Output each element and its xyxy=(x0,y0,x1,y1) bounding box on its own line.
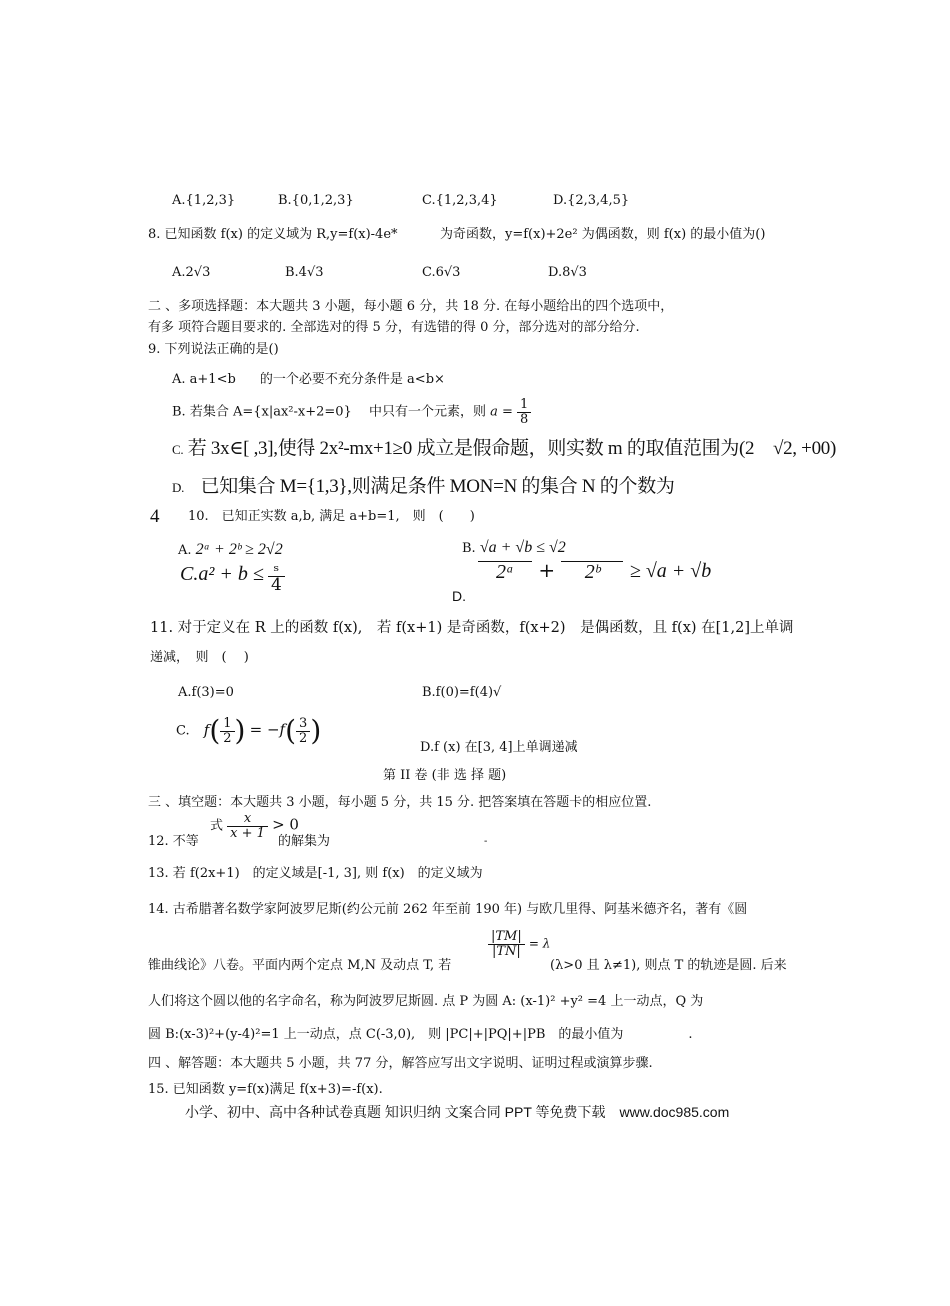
q9-option-a-prefix: A. a+1<b xyxy=(172,372,236,387)
q7-option-a: A.{1,2,3} xyxy=(172,193,236,208)
q9-option-c xyxy=(172,438,836,461)
q9-option-b-text: B. 若集合 A={x|ax²-x+2=0} 中只有一个元素，则 xyxy=(172,404,486,420)
q14-line2b: (λ>0 且 λ≠1), 则点 T 的轨迹是圆. 后来 xyxy=(550,958,787,973)
q7-option-d: D.{2,3,4,5} xyxy=(553,193,630,208)
q11-option-c-lparen-1: ( xyxy=(209,714,221,748)
q9-option-a xyxy=(172,372,445,388)
q9-option-a-rest: 的一个必要不充分条件是 a<b× xyxy=(259,372,445,387)
q14-line3: 人们将这个圆以他的名字命名，称为阿波罗尼斯圆. 点 P 为圆 A: (x-1)² +y² =4 上一动点，Q 为 xyxy=(148,994,704,1009)
q12-numerator: x xyxy=(227,812,268,827)
q12-gt: > 0 xyxy=(272,815,299,834)
q10-option-b-label: B. xyxy=(462,541,476,556)
q11-option-c-lparen-2: ( xyxy=(285,714,297,748)
q9-option-d-answer: 4 xyxy=(150,506,160,527)
q11-stem-line2: 递减， 则 ( ) xyxy=(150,650,249,665)
q12-denominator: x + 1 xyxy=(230,825,265,841)
q10-option-d-formula xyxy=(478,558,711,583)
q9-option-b-fraction xyxy=(517,398,531,426)
q10-option-d-fraction-2 xyxy=(561,561,623,583)
q10-option-c-numerator: ₛ xyxy=(268,558,285,577)
q14-line4: 圆 B:(x-3)²+(y-4)²=1 上一动点，点 C(-3,0), 则 |PC|+|PQ|+|PB 的最小值为 . xyxy=(148,1027,693,1042)
q11-option-c-denominator-2: 2 xyxy=(299,730,308,746)
q11-option-c-rparen-2: ) xyxy=(310,714,322,748)
q11-option-c-rparen-1: ) xyxy=(234,714,246,748)
q9-option-c-label: C. xyxy=(172,442,184,457)
q9-option-c-text: 若 3x∈[ ,3],使得 2x²-mx+1≥0 成立是假命题，则实数 m 的取值范围为(2 √2, +00) xyxy=(187,438,837,459)
section3-header: 三 、填空题：本大题共 3 小题，每小题 5 分，共 15 分. 把答案填在答题卡的相应位置. xyxy=(148,795,652,810)
q10-option-c-fraction xyxy=(268,558,285,595)
q10-option-d-plus: + xyxy=(538,558,556,582)
q9-option-b-var: a = xyxy=(490,404,513,420)
q10-option-a-label: A. xyxy=(178,543,192,558)
q8-stem-part2: 为奇函数，y=f(x)+2e² 为偶函数，则 f(x) 的最小值为() xyxy=(440,227,766,242)
footer-download-note: 小学、初中、高中各种试卷真题 知识归纳 文案合同 PPT 等免费下载 www.doc985.com xyxy=(185,1104,730,1120)
q12-shi: 式 xyxy=(210,818,224,834)
q9-option-d xyxy=(172,476,675,499)
section2-header-line1: 二 、多项选择题：本大题共 3 小题，每小题 6 分，共 18 分. 在每小题给出的四个选项中， xyxy=(148,299,674,314)
q14-ratio-fraction xyxy=(488,930,525,958)
q11-option-b: B.f(0)=f(4)√ xyxy=(422,685,502,700)
q14-ratio-eq: = λ xyxy=(528,936,551,951)
q10-option-d-label: D. xyxy=(452,588,466,604)
q11-option-c-f1: f xyxy=(203,720,210,739)
q14-ratio-numerator: |TM| xyxy=(488,930,525,945)
q9-stem: 9. 下列说法正确的是() xyxy=(148,342,279,357)
q15-stem: 15. 已知函数 y=f(x)满足 f(x+3)=-f(x). xyxy=(148,1082,383,1097)
q10-option-a xyxy=(178,540,283,559)
q8-option-d: D.8√3 xyxy=(548,265,587,280)
q10-option-b xyxy=(462,538,566,557)
q9-option-b-denominator: 8 xyxy=(520,411,529,427)
q9-option-d-label: D. xyxy=(172,480,185,495)
q8-option-a: A.2√3 xyxy=(172,265,211,280)
q9-option-b-numerator: 1 xyxy=(517,398,531,413)
q14-ratio-formula xyxy=(488,930,550,958)
q11-option-c-numerator-1: 1 xyxy=(220,717,234,732)
q11-stem-line1: 11. 对于定义在 R 上的函数 f(x), 若 f(x+1) 是奇函数，f(x+2) 是偶函数，且 f(x) 在[1,2]上单调 xyxy=(150,620,794,636)
q9-option-d-text: 已知集合 M={1,3},则满足条件 MON=N 的集合 N 的个数为 xyxy=(200,476,675,497)
q11-option-c-denominator-1: 2 xyxy=(223,730,232,746)
q11-option-c-fraction-1 xyxy=(220,717,234,745)
q10-option-b-formula: √a + √b ≤ √2 xyxy=(479,539,566,556)
q11-option-c-fraction-2 xyxy=(296,717,310,745)
q12-stem: 12. 不等 xyxy=(148,834,199,849)
q11-option-c-numerator-2: 3 xyxy=(296,717,310,732)
q10-option-c xyxy=(180,558,285,595)
q10-option-c-formula: C.a² + b ≤ xyxy=(180,562,264,585)
q11-option-c-mid: = −f xyxy=(249,720,286,739)
q14-line1: 14. 古希腊著名数学家阿波罗尼斯(约公元前 262 年至前 190 年) 与欧几里得、阿基米德齐名，著有《圆 xyxy=(148,902,748,917)
q10-option-d-rhs: ≥ √a + √b xyxy=(629,560,712,582)
q13-stem: 13. 若 f(2x+1) 的定义域是[-1, 3], 则 f(x) 的定义域为 xyxy=(148,866,483,881)
q12-fraction xyxy=(227,812,268,840)
section2-header-line2: 有多 项符合题目要求的. 全部选对的得 5 分，有选错的得 0 分，部分选对的部分给分. xyxy=(148,320,640,335)
q12-blank-mark: - xyxy=(484,836,488,847)
q7-option-b: B.{0,1,2,3} xyxy=(278,193,354,208)
q10-stem: 10. 已知正实数 a,b, 满足 a+b=1, 则 ( ) xyxy=(188,509,475,524)
q12-suffix: 的解集为 xyxy=(278,834,331,849)
q8-option-b: B.4√3 xyxy=(285,265,324,280)
q11-option-c-label: C. xyxy=(176,723,190,739)
part2-title: 第 II 卷 (非 选 择 题) xyxy=(383,768,507,783)
q10-option-d-fraction-1 xyxy=(478,561,532,583)
q10-option-a-formula: 2ᵃ + 2ᵇ ≥ 2√2 xyxy=(195,541,283,558)
q10-option-d-denominator-1: 2ᵃ xyxy=(496,560,514,583)
q8-option-c: C.6√3 xyxy=(422,265,461,280)
q10-option-d-denominator-2: 2ᵇ xyxy=(584,560,601,583)
q7-option-c: C.{1,2,3,4} xyxy=(422,193,498,208)
q11-option-d: D.f (x) 在[3, 4]上单调递减 xyxy=(420,740,578,755)
q9-option-b xyxy=(172,398,531,426)
q8-stem-part1: 8. 已知函数 f(x) 的定义域为 R,y=f(x)-4e* xyxy=(148,227,398,242)
q14-ratio-denominator: |TN| xyxy=(491,943,521,959)
q14-line2a: 锥曲线论》八卷。平面内两个定点 M,N 及动点 T, 若 xyxy=(148,958,452,973)
q10-option-c-denominator: 4 xyxy=(270,574,282,595)
q11-option-a: A.f(3)=0 xyxy=(178,685,234,700)
q11-option-c xyxy=(176,714,322,748)
section4-header: 四 、解答题：本大题共 5 小题，共 77 分，解答应写出文字说明、证明过程或演算步骤. xyxy=(148,1056,653,1071)
